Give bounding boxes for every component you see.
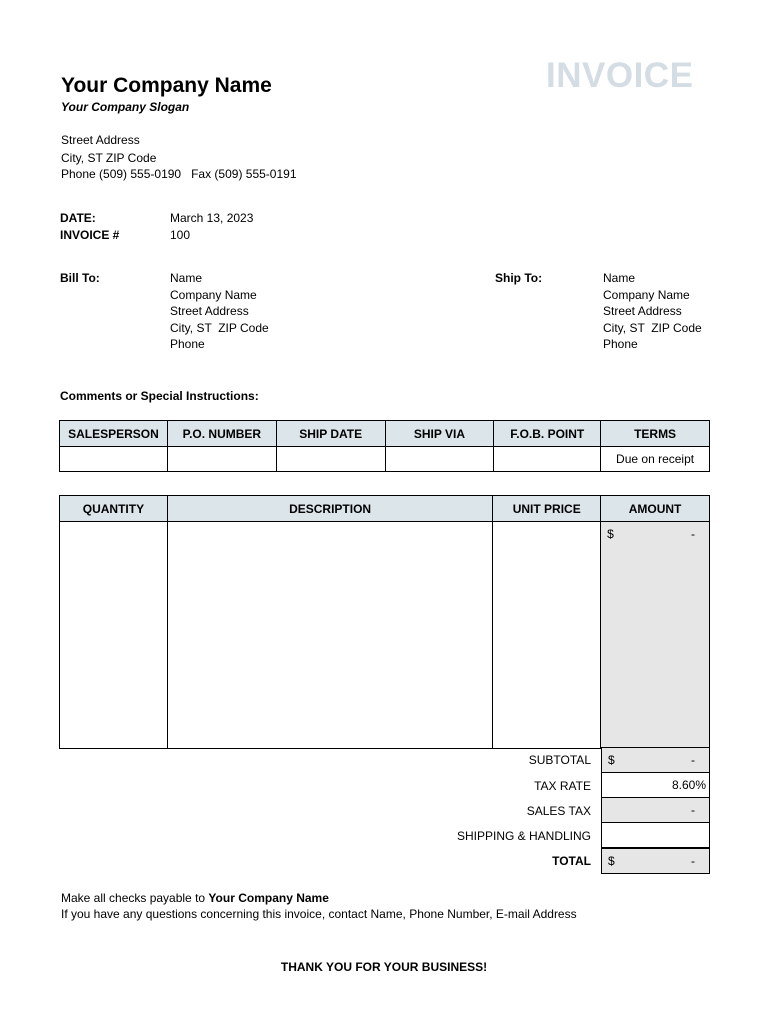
header-ship-date: SHIP DATE [276, 421, 385, 447]
bill-to-street: Street Address [170, 304, 249, 318]
shipping-box[interactable] [601, 822, 710, 848]
tax-rate-box[interactable] [601, 772, 710, 798]
sales-tax-label: SALES TAX [526, 804, 591, 818]
bill-to-company: Company Name [170, 287, 257, 302]
fob-point-cell[interactable] [494, 447, 601, 472]
city-zip: City, ST ZIP Code [61, 151, 157, 165]
questions-line: If you have any questions concerning this invoice, contact Name, Phone Number, E-mail Address [61, 907, 577, 921]
thank-you-message: THANK YOU FOR YOUR BUSINESS! [280, 960, 488, 974]
line-items-body [60, 522, 710, 749]
bill-to-block [170, 270, 269, 353]
order-info-table [59, 420, 710, 472]
comments-label: Comments or Special Instructions: [60, 389, 259, 403]
checks-payable-line [61, 891, 329, 905]
ship-via-cell[interactable] [385, 447, 494, 472]
ship-to-city: City, ST ZIP Code [603, 320, 702, 335]
subtotal-currency: $ [608, 753, 615, 767]
ship-date-cell[interactable] [276, 447, 385, 472]
unit-price-column[interactable] [493, 522, 601, 749]
ship-to-company: Company Name [603, 287, 690, 302]
total-currency: $ [608, 854, 615, 868]
header-amount: AMOUNT [601, 496, 710, 522]
header-ship-via: SHIP VIA [385, 421, 494, 447]
total-box [601, 848, 710, 874]
description-column[interactable] [167, 522, 492, 749]
header-description: DESCRIPTION [167, 496, 492, 522]
tax-rate-label: TAX RATE [534, 779, 591, 793]
order-info-header-row [60, 421, 710, 447]
quantity-column[interactable] [60, 522, 168, 749]
bill-to-label: Bill To: [60, 271, 100, 285]
invoice-number-label: INVOICE # [60, 228, 120, 242]
header-terms: TERMS [601, 421, 710, 447]
amount-value: - [691, 527, 695, 541]
po-number-cell[interactable] [167, 447, 276, 472]
header-salesperson: SALESPERSON [60, 421, 168, 447]
order-info-row [60, 447, 710, 472]
subtotal-label: SUBTOTAL [528, 753, 591, 767]
subtotal-value: - [691, 753, 695, 767]
header-po-number: P.O. NUMBER [167, 421, 276, 447]
bill-to-city: City, ST ZIP Code [170, 320, 269, 335]
ship-to-street: Street Address [603, 304, 682, 318]
total-value: - [691, 854, 695, 868]
ship-to-label: Ship To: [495, 271, 543, 285]
tax-rate-value: 8.60% [671, 778, 706, 792]
header-quantity: QUANTITY [60, 496, 168, 522]
ship-to-block [603, 270, 702, 353]
header-fob-point: F.O.B. POINT [494, 421, 601, 447]
header-unit-price: UNIT PRICE [493, 496, 601, 522]
company-name: Your Company Name [61, 74, 272, 97]
company-slogan: Your Company Slogan [61, 100, 190, 114]
bill-to-name: Name [170, 271, 203, 285]
amount-currency: $ [607, 527, 614, 541]
amount-column [601, 522, 710, 749]
date-label: DATE: [60, 211, 96, 225]
invoice-title: INVOICE [546, 56, 694, 95]
subtotal-box [601, 747, 710, 773]
sales-tax-value: - [691, 803, 695, 817]
invoice-number-value: 100 [170, 228, 191, 242]
shipping-label: SHIPPING & HANDLING [456, 829, 591, 843]
terms-cell[interactable]: Due on receipt [601, 447, 710, 472]
ship-to-name: Name [603, 271, 636, 285]
bill-to-phone: Phone [170, 337, 205, 351]
line-items-table [59, 495, 710, 749]
sales-tax-box [601, 797, 710, 823]
salesperson-cell[interactable] [60, 447, 168, 472]
total-label: TOTAL [552, 854, 591, 868]
line-items-header-row [60, 496, 710, 522]
ship-to-phone: Phone [603, 337, 638, 351]
checks-prefix: Make all checks payable to [61, 891, 209, 905]
checks-company: Your Company Name [208, 891, 329, 905]
phone-fax: Phone (509) 555-0190 Fax (509) 555-0191 [61, 167, 297, 181]
date-value: March 13, 2023 [170, 211, 254, 225]
street-address: Street Address [61, 133, 140, 147]
